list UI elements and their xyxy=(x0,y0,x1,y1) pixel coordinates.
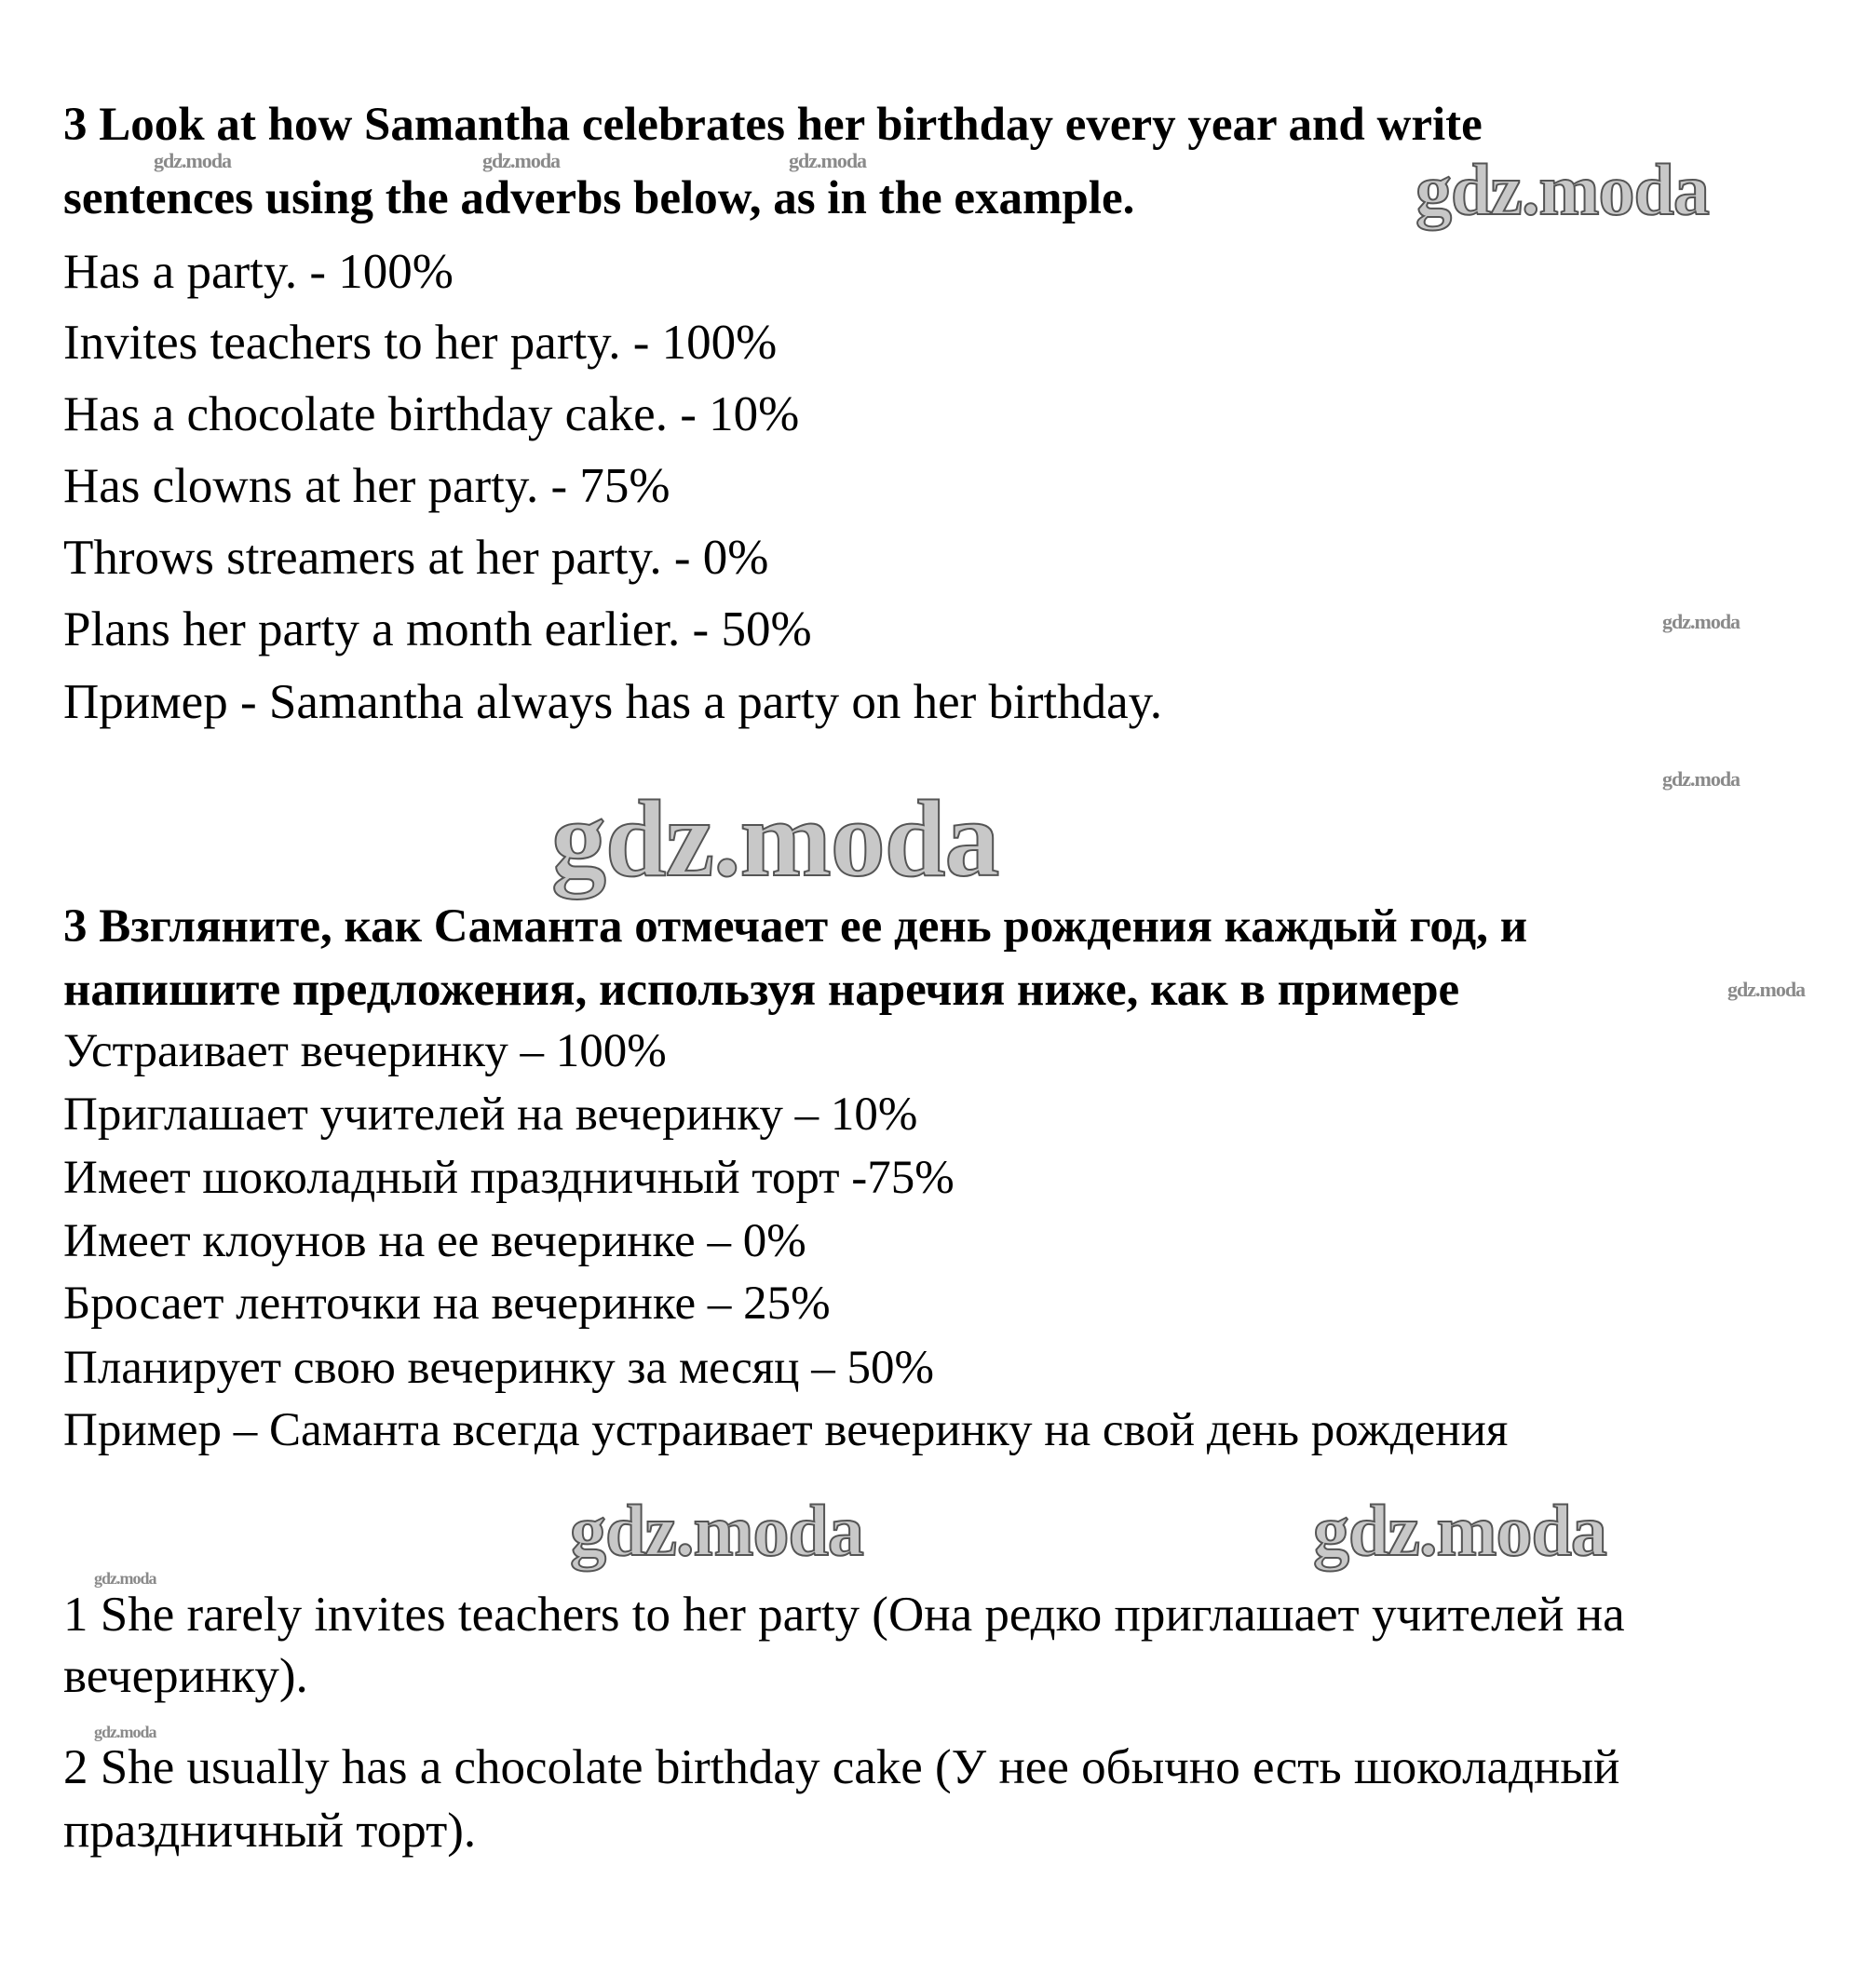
english-item: Invites teachers to her party. - 100% xyxy=(63,316,778,370)
russian-item: Устраивает вечеринку – 100% xyxy=(63,1025,667,1077)
english-item: Has a chocolate birthday cake. - 10% xyxy=(63,387,800,441)
russian-heading-line-2: напишите предложения, используя наречия ниже, как в примере xyxy=(63,964,1460,1016)
watermark-small: gdz.moda xyxy=(482,149,561,172)
answer-1-line-1: 1 She rarely invites teachers to her party (Она редко приглашает учителей на xyxy=(63,1588,1625,1642)
russian-item: Приглашает учителей на вечеринку – 10% xyxy=(63,1089,918,1141)
watermark-small: gdz.moda xyxy=(94,1569,156,1588)
watermark-small: gdz.moda xyxy=(154,149,232,172)
watermark-logo: gdz.moda xyxy=(570,1490,863,1571)
russian-item: Имеет шоколадный праздничный торт -75% xyxy=(63,1152,955,1204)
english-item: Has clowns at her party. - 75% xyxy=(63,459,670,513)
watermark-small: gdz.moda xyxy=(1662,767,1740,791)
russian-item: Планирует свою вечеринку за месяц – 50% xyxy=(63,1342,934,1394)
english-item: Throws streamers at her party. - 0% xyxy=(63,531,769,585)
watermark-logo: gdz.moda xyxy=(551,778,999,899)
english-item: Has a party. - 100% xyxy=(63,245,454,299)
watermark-small: gdz.moda xyxy=(789,149,867,172)
russian-item: Бросает ленточки на вечеринке – 25% xyxy=(63,1278,831,1330)
english-example: Пример - Samantha always has a party on her birthday. xyxy=(63,675,1162,729)
russian-heading-line-1: 3 Взгляните, как Саманта отмечает ее день рождения каждый год, и xyxy=(63,900,1528,953)
watermark-small: gdz.moda xyxy=(94,1723,156,1741)
answer-2-line-2: праздничный торт). xyxy=(63,1804,477,1858)
english-heading-line-2: sentences using the adverbs below, as in the example. xyxy=(63,172,1135,224)
watermark-logo: gdz.moda xyxy=(1415,149,1709,230)
english-heading-line-1: 3 Look at how Samantha celebrates her birthday every year and write xyxy=(63,99,1483,151)
watermark-logo: gdz.moda xyxy=(1313,1490,1606,1571)
answer-1-line-2: вечеринку). xyxy=(63,1649,308,1703)
russian-example: Пример – Саманта всегда устраивает вечеринку на свой день рождения xyxy=(63,1404,1509,1456)
english-item: Plans her party a month earlier. - 50% xyxy=(63,602,812,656)
watermark-small: gdz.moda xyxy=(1662,610,1740,633)
russian-item: Имеет клоунов на ее вечеринке – 0% xyxy=(63,1215,806,1267)
watermark-small: gdz.moda xyxy=(1727,978,1806,1001)
answer-2-line-1: 2 She usually has a chocolate birthday cake (У нее обычно есть шоколадный xyxy=(63,1740,1620,1794)
